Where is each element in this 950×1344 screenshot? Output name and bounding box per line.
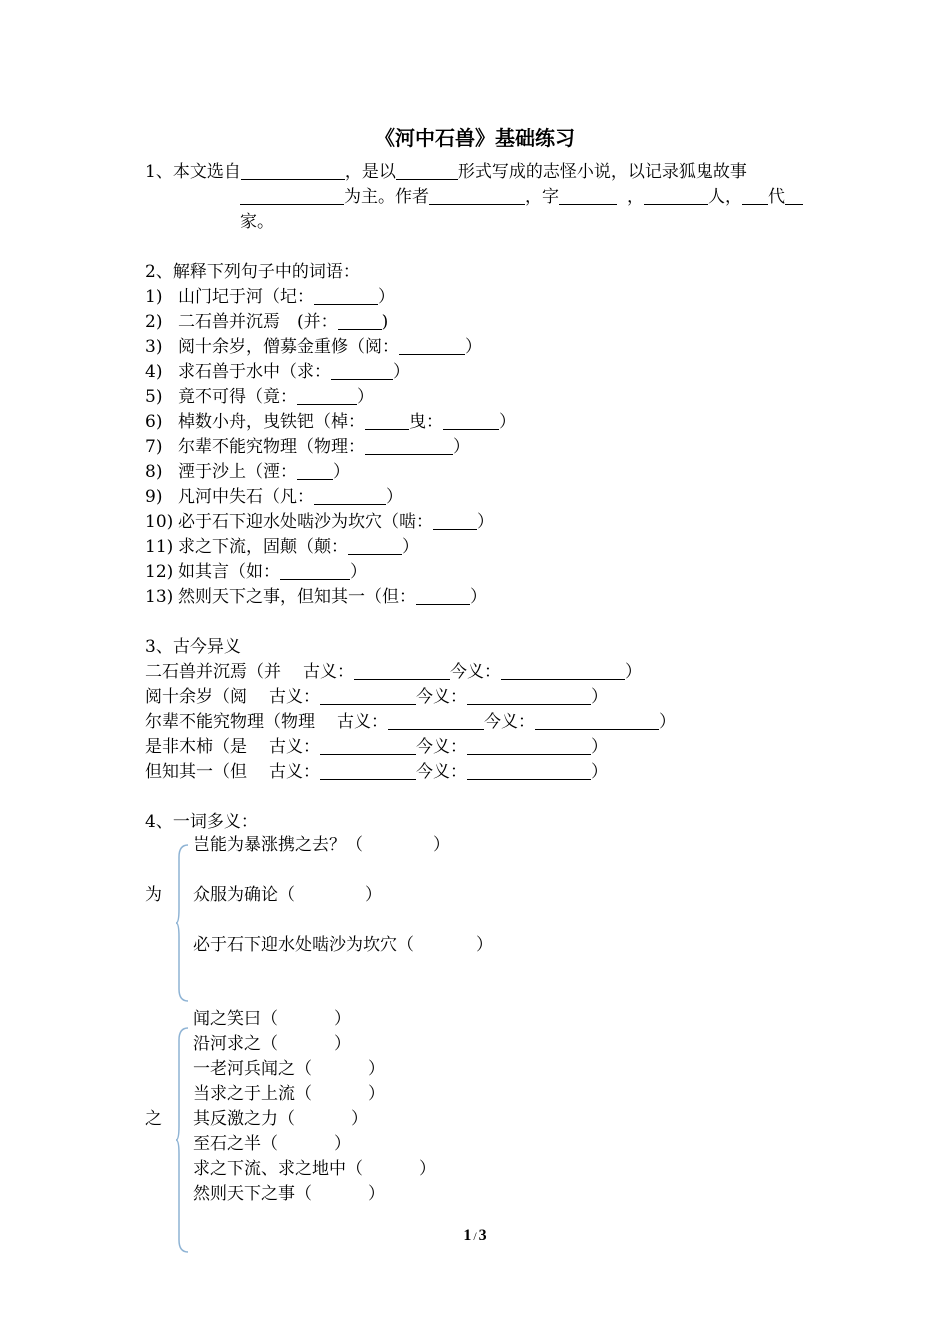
- zhi-item: 一老河兵闻之（ ）: [193, 1059, 385, 1079]
- q2-item: 10) 必于石下迎水处啮沙为坎穴（啮： ）: [145, 512, 494, 532]
- zhi-item: 当求之于上流（ ）: [193, 1084, 385, 1104]
- page-total: 3: [478, 1227, 487, 1244]
- q2-item: 6) 棹数小舟，曳铁钯（棹： 曳： ）: [145, 412, 516, 432]
- q1-line-2: 为主。作者 ，字 ， 人， 代: [240, 185, 803, 210]
- q2-item: 11) 求之下流，固颠（颠： ）: [145, 537, 419, 557]
- q3-item: 阅十余岁（阅 古义： 今义： ）: [145, 687, 608, 707]
- zhi-item: 求之下流、求之地中（ ）: [193, 1159, 436, 1179]
- zhi-item: 沿河求之（ ）: [193, 1034, 351, 1054]
- page-title: 《河中石兽》基础练习: [375, 126, 575, 150]
- q2-heading: 2、解释下列句子中的词语：: [145, 262, 360, 282]
- zhi-brace: [176, 1026, 190, 1254]
- q4-heading: 4、一词多义：: [145, 812, 258, 832]
- page-separator: /: [473, 1229, 477, 1243]
- zhi-item: 其反激之力（ ）: [193, 1109, 368, 1129]
- q3-item: 二石兽并沉焉（并 古义： 今义： ）: [145, 662, 642, 682]
- zhi-item: 然则天下之事（ ）: [193, 1184, 385, 1204]
- page-number: [0, 1227, 950, 1245]
- zhi-item: 闻之笑曰（ ）: [193, 1009, 351, 1029]
- q3-heading: 3、古今异义: [145, 637, 241, 657]
- zhi-item: 至石之半（ ）: [193, 1134, 351, 1154]
- q1-line-3: 家。: [240, 212, 274, 232]
- wei-item: 必于石下迎水处啮沙为坎穴（ ）: [193, 935, 493, 955]
- q2-item: 3) 阅十余岁，僧募金重修（阅： ）: [145, 337, 482, 357]
- q2-item: 8) 湮于沙上（湮： ）: [145, 462, 350, 482]
- q2-item: 13) 然则天下之事，但知其一（但： ）: [145, 587, 487, 607]
- q3-item: 是非木柿（是 古义： 今义： ）: [145, 737, 608, 757]
- q2-item: 2) 二石兽并沉焉 (并： ): [145, 312, 389, 332]
- wei-char: 为: [145, 885, 162, 905]
- wei-item: 众服为确论（ ）: [193, 885, 382, 905]
- q2-item: 12) 如其言（如： ）: [145, 562, 367, 582]
- q2-item: 7) 尔辈不能究物理（物理： ）: [145, 437, 470, 457]
- page-current: 1: [463, 1227, 472, 1244]
- q2-item: 1) 山门圮于河（圮： ）: [145, 287, 395, 307]
- q1-line-1: 1、本文选自 ，是以 形式写成的志怪小说，以记录狐鬼故事: [145, 162, 747, 182]
- wei-item: 岂能为暴涨携之去？（ ）: [193, 835, 450, 855]
- zhi-char: 之: [145, 1109, 162, 1129]
- q2-item: 5) 竟不可得（竟： ）: [145, 387, 374, 407]
- q2-item: 4) 求石兽于水中（求： ）: [145, 362, 410, 382]
- q3-item: 尔辈不能究物理（物理 古义： 今义： ）: [145, 712, 676, 732]
- q2-item: 9) 凡河中失石（凡： ）: [145, 487, 403, 507]
- q3-item: 但知其一（但 古义： 今义： ）: [145, 762, 608, 782]
- wei-brace: [176, 843, 190, 1003]
